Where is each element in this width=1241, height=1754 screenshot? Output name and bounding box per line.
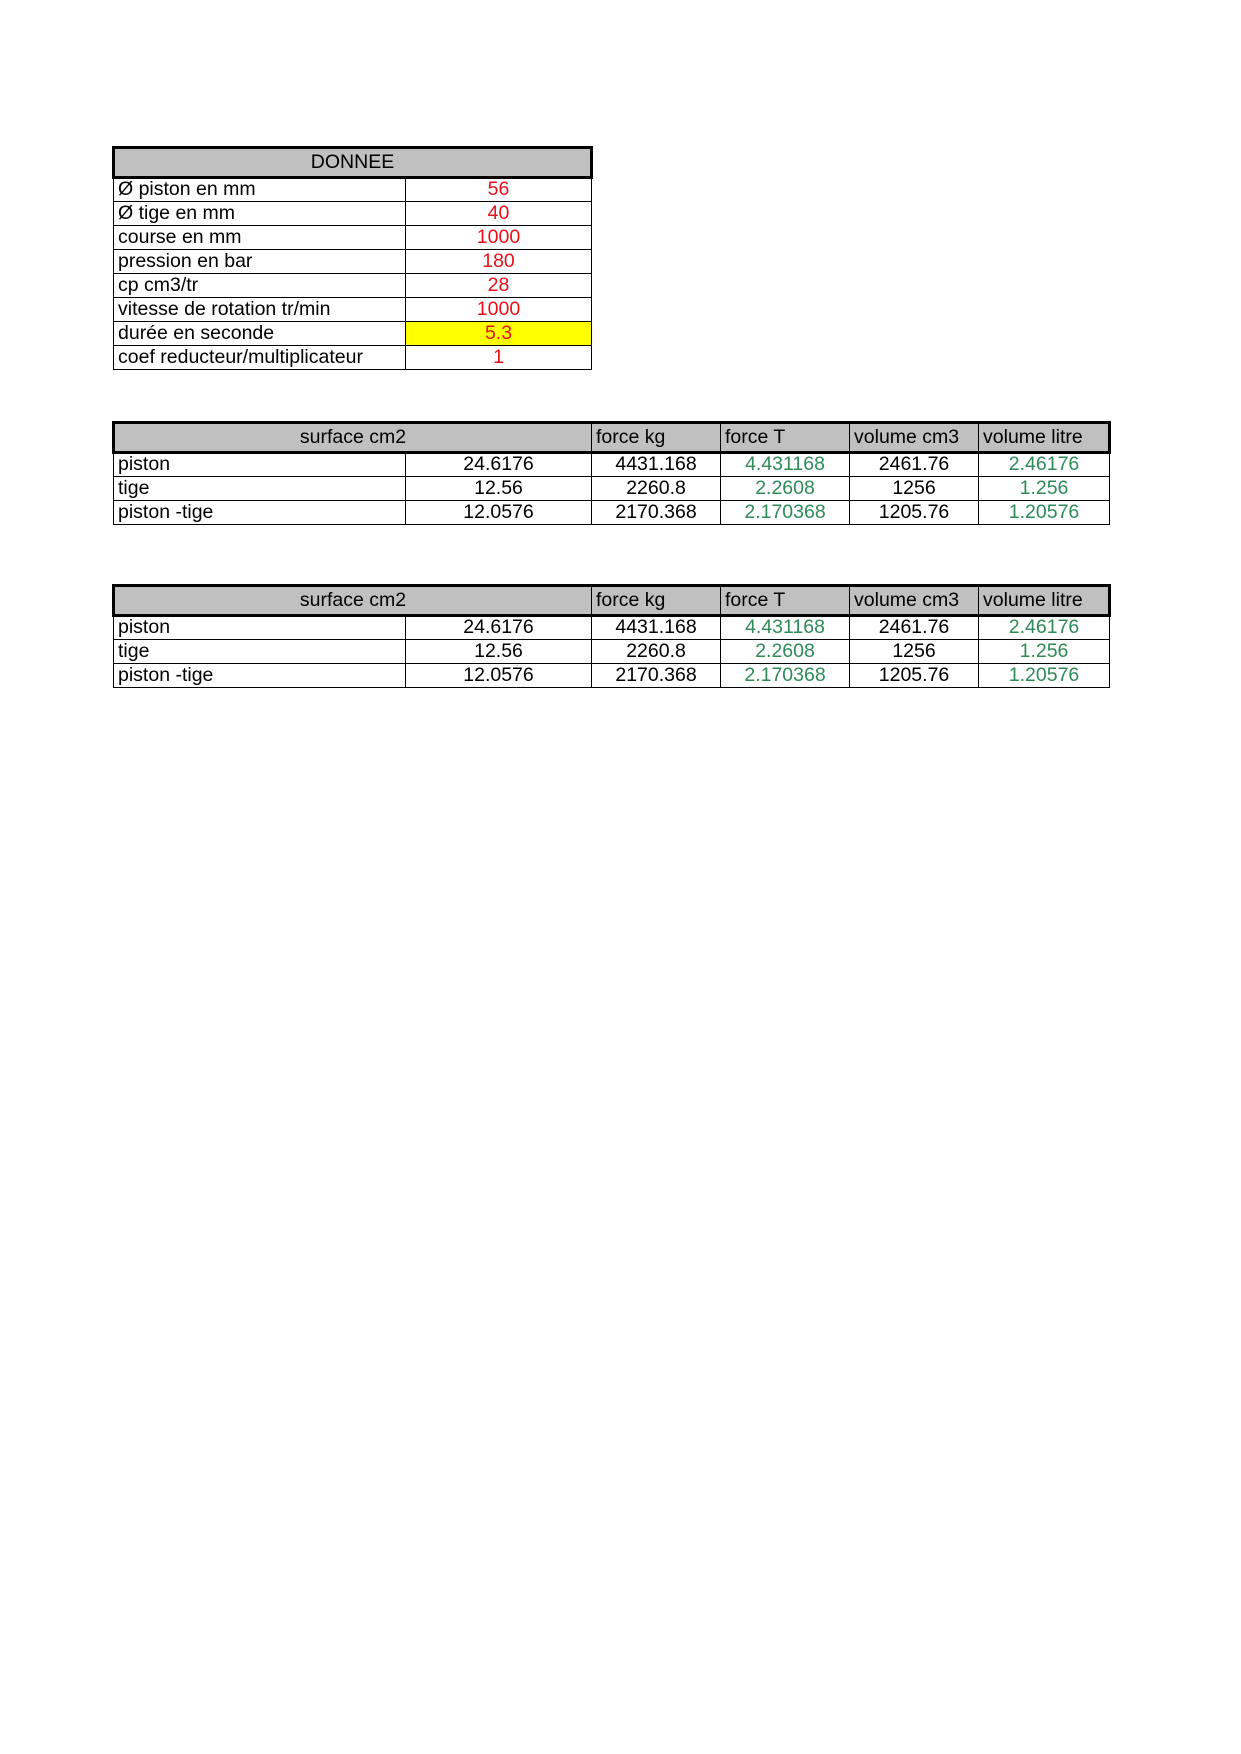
volume-litre-cell[interactable]: 1.20576 xyxy=(979,664,1110,688)
donnee-value-cell-highlighted[interactable]: 5.3 xyxy=(406,322,592,346)
donnee-row-cp xyxy=(114,274,592,298)
row-label-cell[interactable]: piston xyxy=(114,616,406,640)
donnee-value-cell[interactable]: 40 xyxy=(406,202,592,226)
header-surface[interactable]: surface cm2 xyxy=(114,423,592,453)
donnee-row-tige xyxy=(114,202,592,226)
donnee-value-cell[interactable]: 180 xyxy=(406,250,592,274)
header-volume-litre[interactable]: volume litre xyxy=(979,586,1110,616)
results-row-piston xyxy=(114,453,1110,477)
donnee-label-cell[interactable]: Ø piston en mm xyxy=(114,178,406,202)
force-t-cell[interactable]: 4.431168 xyxy=(721,453,850,477)
surface-cell[interactable]: 12.56 xyxy=(406,477,592,501)
header-volume-cm3[interactable]: volume cm3 xyxy=(850,423,979,453)
donnee-label-cell[interactable]: course en mm xyxy=(114,226,406,250)
row-label-cell[interactable]: tige xyxy=(114,477,406,501)
results-row-piston-tige xyxy=(114,501,1110,525)
volume-litre-cell[interactable]: 2.46176 xyxy=(979,616,1110,640)
row-label-cell[interactable]: tige xyxy=(114,640,406,664)
surface-cell[interactable]: 12.56 xyxy=(406,640,592,664)
results-table-1 xyxy=(112,421,1111,525)
donnee-row-duree xyxy=(114,322,592,346)
donnee-label-cell[interactable]: cp cm3/tr xyxy=(114,274,406,298)
results-block-1 xyxy=(112,421,1111,525)
row-label-cell[interactable]: piston xyxy=(114,453,406,477)
donnee-value-cell[interactable]: 1000 xyxy=(406,226,592,250)
volume-cm3-cell[interactable]: 1205.76 xyxy=(850,501,979,525)
donnee-label-cell[interactable]: coef reducteur/multiplicateur xyxy=(114,346,406,370)
results-row-piston-tige xyxy=(114,664,1110,688)
donnee-block xyxy=(112,146,593,370)
volume-cm3-cell[interactable]: 2461.76 xyxy=(850,616,979,640)
surface-cell[interactable]: 24.6176 xyxy=(406,453,592,477)
donnee-header-row xyxy=(114,148,592,178)
force-kg-cell[interactable]: 2170.368 xyxy=(592,664,721,688)
force-t-cell[interactable]: 2.2608 xyxy=(721,477,850,501)
volume-litre-cell[interactable]: 1.256 xyxy=(979,640,1110,664)
donnee-label-cell[interactable]: durée en seconde xyxy=(114,322,406,346)
force-kg-cell[interactable]: 2260.8 xyxy=(592,640,721,664)
donnee-label-cell[interactable]: Ø tige en mm xyxy=(114,202,406,226)
donnee-row-piston xyxy=(114,178,592,202)
donnee-value-cell[interactable]: 56 xyxy=(406,178,592,202)
donnee-row-coef xyxy=(114,346,592,370)
results-row-tige xyxy=(114,477,1110,501)
volume-cm3-cell[interactable]: 1256 xyxy=(850,640,979,664)
force-kg-cell[interactable]: 4431.168 xyxy=(592,453,721,477)
force-kg-cell[interactable]: 2170.368 xyxy=(592,501,721,525)
donnee-value-cell[interactable]: 1 xyxy=(406,346,592,370)
volume-litre-cell[interactable]: 1.256 xyxy=(979,477,1110,501)
force-t-cell[interactable]: 2.170368 xyxy=(721,501,850,525)
donnee-row-pression xyxy=(114,250,592,274)
results-block-2 xyxy=(112,584,1111,688)
volume-litre-cell[interactable]: 1.20576 xyxy=(979,501,1110,525)
header-volume-cm3[interactable]: volume cm3 xyxy=(850,586,979,616)
donnee-header[interactable]: DONNEE xyxy=(114,148,592,178)
force-kg-cell[interactable]: 2260.8 xyxy=(592,477,721,501)
volume-litre-cell[interactable]: 2.46176 xyxy=(979,453,1110,477)
force-kg-cell[interactable]: 4431.168 xyxy=(592,616,721,640)
header-force-t[interactable]: force T xyxy=(721,423,850,453)
header-force-t[interactable]: force T xyxy=(721,586,850,616)
header-volume-litre[interactable]: volume litre xyxy=(979,423,1110,453)
results-table-2 xyxy=(112,584,1111,688)
results-row-piston xyxy=(114,616,1110,640)
donnee-row-course xyxy=(114,226,592,250)
header-force-kg[interactable]: force kg xyxy=(592,586,721,616)
header-surface[interactable]: surface cm2 xyxy=(114,586,592,616)
volume-cm3-cell[interactable]: 1205.76 xyxy=(850,664,979,688)
volume-cm3-cell[interactable]: 1256 xyxy=(850,477,979,501)
donnee-label-cell[interactable]: pression en bar xyxy=(114,250,406,274)
row-label-cell[interactable]: piston -tige xyxy=(114,501,406,525)
surface-cell[interactable]: 24.6176 xyxy=(406,616,592,640)
row-label-cell[interactable]: piston -tige xyxy=(114,664,406,688)
results-header-row xyxy=(114,423,1110,453)
donnee-label-cell[interactable]: vitesse de rotation tr/min xyxy=(114,298,406,322)
force-t-cell[interactable]: 2.170368 xyxy=(721,664,850,688)
results-header-row xyxy=(114,586,1110,616)
donnee-table xyxy=(112,146,593,370)
force-t-cell[interactable]: 4.431168 xyxy=(721,616,850,640)
surface-cell[interactable]: 12.0576 xyxy=(406,501,592,525)
donnee-value-cell[interactable]: 28 xyxy=(406,274,592,298)
header-force-kg[interactable]: force kg xyxy=(592,423,721,453)
surface-cell[interactable]: 12.0576 xyxy=(406,664,592,688)
donnee-row-vitesse xyxy=(114,298,592,322)
force-t-cell[interactable]: 2.2608 xyxy=(721,640,850,664)
donnee-value-cell[interactable]: 1000 xyxy=(406,298,592,322)
results-row-tige xyxy=(114,640,1110,664)
volume-cm3-cell[interactable]: 2461.76 xyxy=(850,453,979,477)
